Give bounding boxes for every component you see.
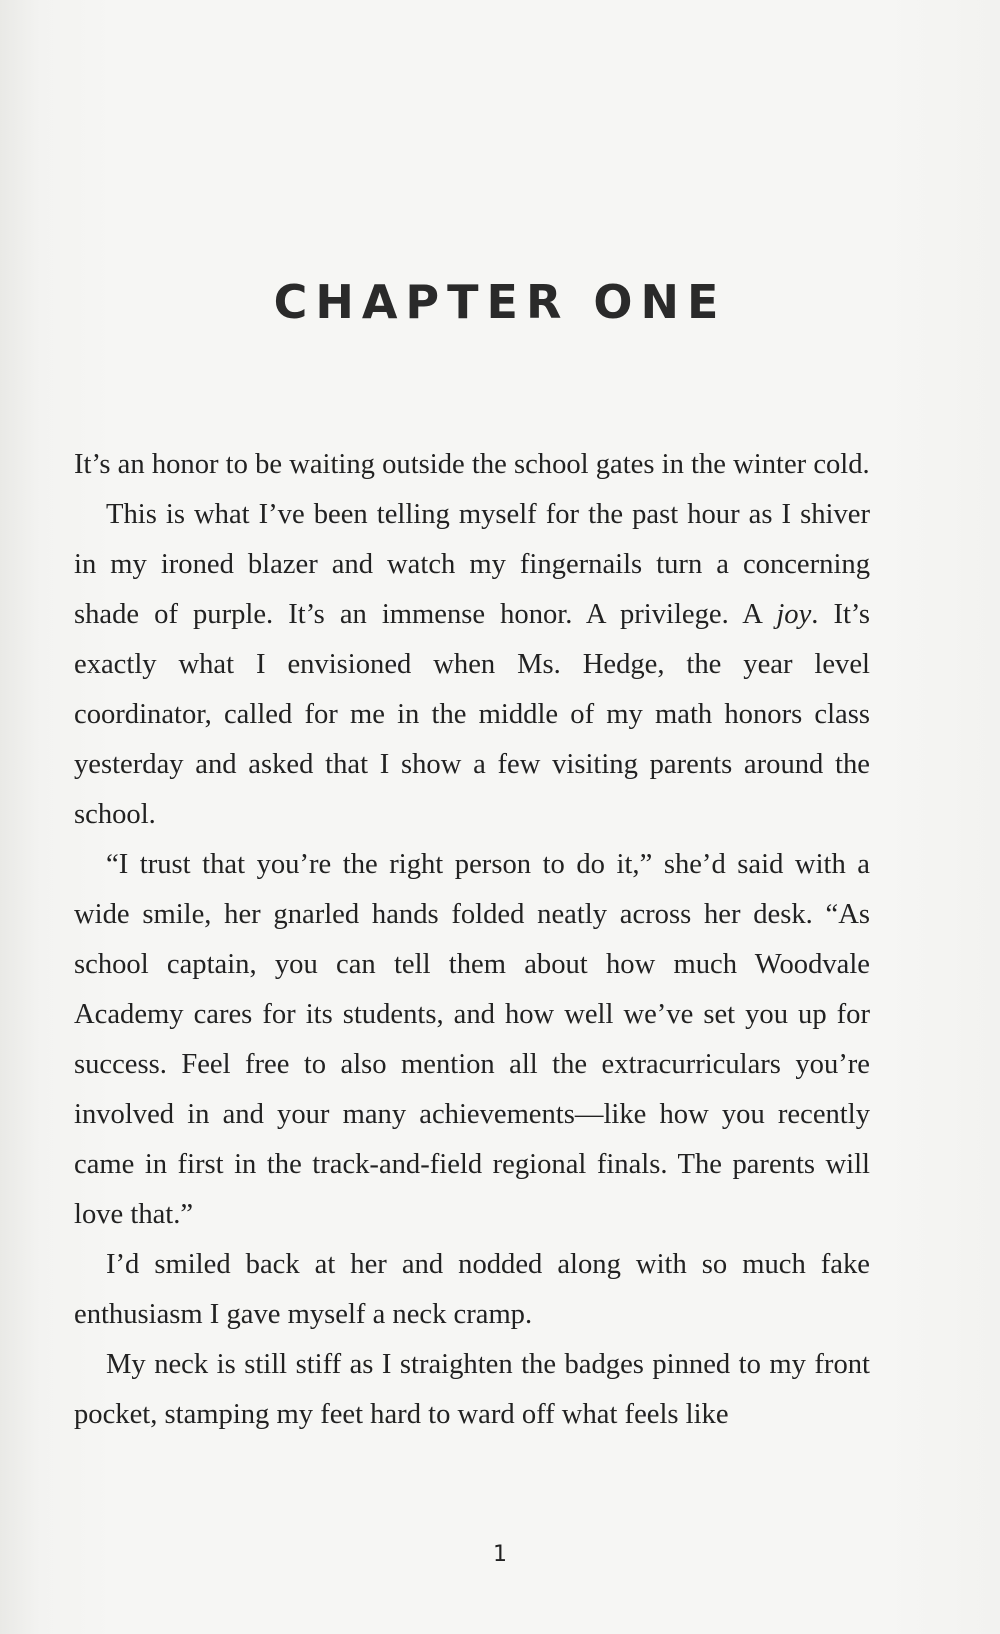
emphasis-text: joy (776, 599, 812, 630)
paragraph-text: My neck is still stiff as I straighten the badges pinned to my front pocket, stamping my feet hard to ward off what feels like (74, 1349, 870, 1430)
paragraph (74, 840, 870, 1240)
paragraph-text: It’s an honor to be waiting outside the school gates in the winter cold. (74, 449, 870, 480)
chapter-title: CHAPTER ONE (273, 275, 727, 329)
paragraph-text: . It’s exactly what I envisioned when Ms. Hedge, the year level coordinator, called for me in the middle of my math honors class yesterday and asked that I show a few visiting parents around the school. (74, 599, 870, 830)
paragraph-text: This is what I’ve been telling myself for the past hour as I shiver in my ironed blazer and watch my fingernails turn a concerning shade of purple. It’s an immense honor. A privilege. A (74, 499, 870, 630)
paragraph (74, 490, 870, 840)
paragraph-text: “I trust that you’re the right person to do it,” she’d said with a wide smile, her gnarled hands folded neatly across her desk. “As school captain, you can tell them about how much Woodvale Academy cares for its students, and how well we’ve set you up for success. Feel free to also mention all the extracurriculars you’re involved in and your many achievements—like how you recently came in first in the track-and-field regional finals. The parents will love that.” (74, 849, 870, 1230)
page-number: 1 (493, 1542, 507, 1567)
paragraph (74, 440, 870, 490)
chapter-body (74, 440, 870, 1440)
paragraph-text: I’d smiled back at her and nodded along with so much fake enthusiasm I gave myself a neck cramp. (74, 1249, 870, 1330)
paragraph (74, 1240, 870, 1340)
paragraph (74, 1340, 870, 1440)
